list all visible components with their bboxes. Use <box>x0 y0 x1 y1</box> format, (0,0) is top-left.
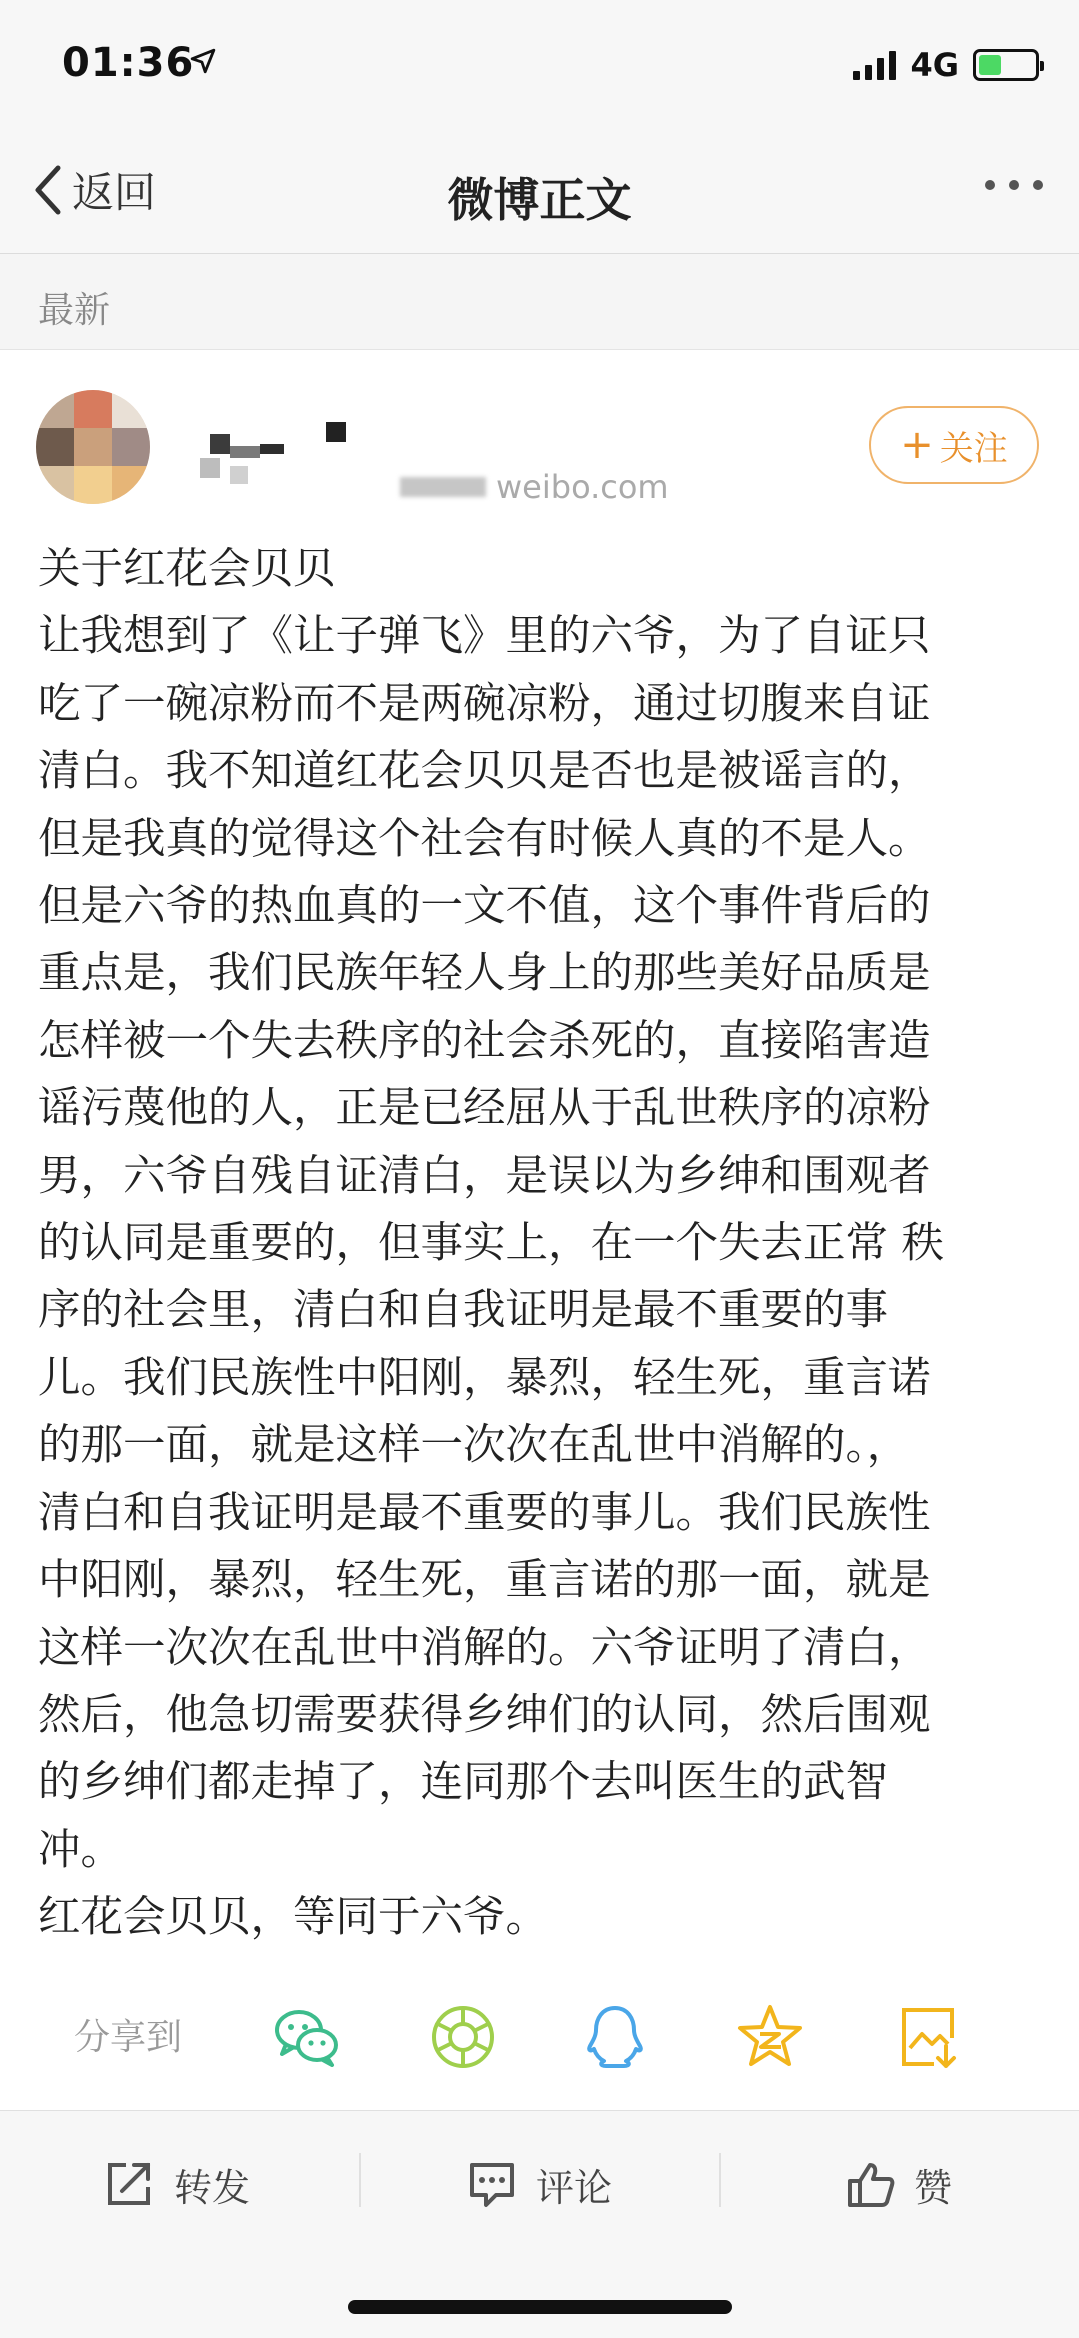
post-line: 红花会贝贝，等同于六爷。 <box>38 1893 549 1943</box>
post-line: 关于红花会贝贝 <box>38 545 336 594</box>
nav-bar <box>0 130 1079 254</box>
post-line: 这样一次次在乱世中消解的。六爷证明了清白， <box>38 1623 931 1673</box>
follow-label: 关注 <box>939 428 1008 469</box>
comment-label: 评论 <box>536 2165 613 2210</box>
status-time: 01:36 <box>62 40 195 86</box>
network-type: 4G <box>910 46 959 84</box>
post-line: 谣污蔑他的人，正是已经屈从于乱世秩序的凉粉 <box>38 1084 931 1134</box>
post-line: 怎样被一个失去秩序的社会杀死的，直接陷害造 <box>38 1016 931 1066</box>
post-card <box>0 350 1079 2110</box>
username-blurred <box>190 420 360 486</box>
post-line: 但是六爷的热血真的一文不值，这个事件背后的 <box>38 882 931 932</box>
page-title: 微博正文 <box>447 173 632 227</box>
post-line: 的那一面，就是这样一次次在乱世中消解的。， <box>38 1421 910 1471</box>
share-label: 分享到 <box>74 2016 183 2058</box>
post-meta <box>400 468 669 506</box>
post-line: 的认同是重要的，但事实上，在一个失去正常 秩 <box>38 1219 945 1269</box>
post-line: 序的社会里，清白和自我证明是最不重要的事 <box>38 1286 889 1336</box>
signal-bars-icon <box>853 50 896 80</box>
more-dots-icon[interactable] <box>985 180 1043 190</box>
like-button[interactable] <box>846 2149 952 2219</box>
post-line: 男，六爷自残自证清白，是误以为乡绅和围观者 <box>38 1151 931 1201</box>
repost-label: 转发 <box>174 2165 251 2210</box>
toolbar-divider <box>359 2153 361 2207</box>
post-body <box>38 536 1048 1952</box>
battery-charging-icon <box>973 49 1039 81</box>
like-label: 赞 <box>914 2165 953 2210</box>
comment-button[interactable] <box>466 2149 612 2219</box>
follow-button[interactable] <box>869 406 1039 484</box>
plus-icon: + <box>900 422 934 468</box>
location-arrow-icon <box>190 48 216 74</box>
thumbs-up-icon <box>846 2159 896 2209</box>
save-image-icon[interactable] <box>894 2002 964 2072</box>
share-row <box>0 1974 1079 2094</box>
post-line: 儿。我们民族性中阳刚，暴烈，轻生死，重言诺 <box>38 1353 931 1403</box>
status-indicators <box>853 46 1039 84</box>
moments-icon[interactable] <box>428 2002 498 2072</box>
section-label: 最新 <box>38 290 111 331</box>
home-indicator[interactable] <box>348 2300 732 2314</box>
timestamp-blurred <box>400 477 486 497</box>
post-line: 清白。我不知道红花会贝贝是否也是被谣言的， <box>38 747 931 797</box>
post-line: 但是我真的觉得这个社会有时候人真的不是人。 <box>38 814 931 864</box>
post-line: 然后，他急切需要获得乡绅们的认同，然后围观 <box>38 1690 931 1740</box>
post-line: 重点是，我们民族年轻人身上的那些美好品质是 <box>38 949 931 999</box>
post-line: 清白和自我证明是最不重要的事儿。我们民族性 <box>38 1488 931 1538</box>
post-line: 吃了一碗凉粉而不是两碗凉粉，通过切腹来自证 <box>38 679 931 729</box>
back-label: 返回 <box>72 168 157 217</box>
post-line: 冲。 <box>38 1825 124 1875</box>
qq-icon[interactable] <box>580 2002 650 2072</box>
wechat-icon[interactable] <box>272 2002 342 2072</box>
status-bar <box>0 0 1079 130</box>
avatar[interactable] <box>36 390 150 504</box>
toolbar-divider <box>719 2153 721 2207</box>
post-line: 的乡绅们都走掉了，连同那个去叫医生的武智 <box>38 1758 889 1808</box>
repost-button[interactable] <box>104 2149 250 2219</box>
comment-icon <box>466 2159 518 2209</box>
post-line: 让我想到了《让子弹飞》里的六爷，为了自证只 <box>38 612 931 662</box>
post-line: 中阳刚，暴烈，轻生死，重言诺的那一面，就是 <box>38 1556 931 1606</box>
section-header <box>0 254 1079 350</box>
qzone-icon[interactable] <box>735 2002 805 2072</box>
post-source: weibo.com <box>496 468 669 506</box>
repost-icon <box>104 2159 156 2209</box>
